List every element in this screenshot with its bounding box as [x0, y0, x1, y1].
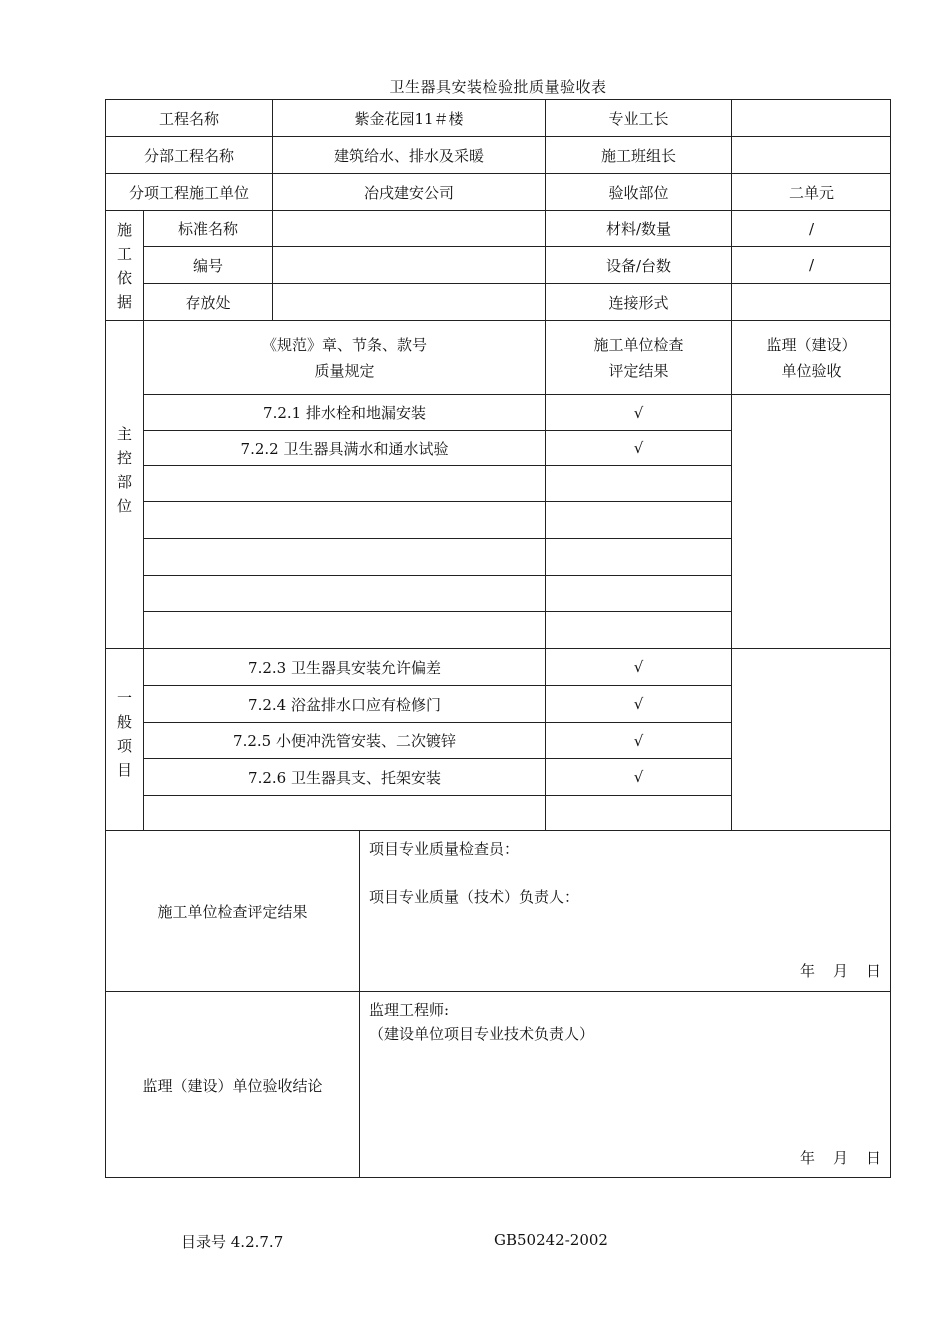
main-result-3[interactable]: [545, 465, 731, 501]
team-leader-label: 施工班组长: [545, 136, 731, 173]
main-item-7: [143, 611, 545, 648]
standard-name-value[interactable]: [272, 210, 545, 246]
general-item-2: 7.2.4 浴盆排水口应有检修门: [143, 685, 545, 722]
supervise-header-line2: 单位验收: [781, 361, 842, 380]
supervisor-date: [782, 1146, 881, 1170]
supervise-header-line1: 监理（建设）: [766, 335, 857, 354]
engineer-line: 监理工程师:: [369, 1001, 450, 1019]
material-label: 材料/数量: [545, 210, 731, 246]
general-result-5[interactable]: [545, 795, 731, 830]
number-value[interactable]: [272, 246, 545, 283]
supervisor-result-label: 监理（建设）单位验收结论: [105, 991, 359, 1178]
main-result-5[interactable]: [545, 538, 731, 575]
spec-header-line2: 质量规定: [314, 361, 375, 380]
general-side-label: [105, 648, 143, 830]
inspection-table: [105, 99, 891, 1178]
contractor-value[interactable]: 冶戌建安公司: [272, 173, 545, 210]
general-side-char: 般: [116, 712, 132, 731]
main-result-7[interactable]: [545, 611, 731, 648]
basis-side-char: 依: [116, 268, 132, 287]
date-month: 月: [832, 1149, 848, 1167]
basis-side-char: 工: [116, 244, 132, 263]
acceptance-part-label: 验收部位: [545, 173, 731, 210]
main-control-side-char: 主: [116, 424, 132, 443]
basis-side-char: 施: [116, 220, 132, 239]
general-item-5: [143, 795, 545, 830]
main-control-side-char: 位: [116, 496, 132, 515]
project-name-value[interactable]: 紫金花园11＃楼: [272, 99, 545, 136]
check-header-line1: 施工单位检查: [593, 335, 684, 354]
standard-code: GB50242-2002: [494, 1231, 608, 1249]
contractor-result-signature[interactable]: [359, 830, 891, 991]
main-control-side-label: [105, 320, 143, 648]
foreman-label: 专业工长: [545, 99, 731, 136]
date-year: 年: [799, 1149, 815, 1167]
material-value[interactable]: /: [731, 210, 891, 246]
catalog-number: 目录号 4.2.7.7: [181, 1233, 284, 1251]
main-control-side-char: 部: [116, 472, 132, 491]
spec-column-header: [143, 320, 545, 394]
general-side-char: 目: [116, 760, 132, 779]
main-result-4[interactable]: [545, 501, 731, 538]
general-side-char: 项: [116, 736, 132, 755]
general-result-3[interactable]: √: [545, 722, 731, 758]
main-result-2[interactable]: √: [545, 430, 731, 465]
general-result-4[interactable]: √: [545, 758, 731, 795]
main-item-6: [143, 575, 545, 611]
main-result-6[interactable]: [545, 575, 731, 611]
owner-rep-line: （建设单位项目专业技术负责人）: [369, 1025, 595, 1043]
equipment-value[interactable]: /: [731, 246, 891, 283]
basis-side-char: 据: [116, 292, 132, 311]
supervise-column-header: [731, 320, 891, 394]
storage-label: 存放处: [143, 283, 272, 320]
main-item-1: 7.2.1 排水栓和地漏安装: [143, 394, 545, 430]
date-day: 日: [865, 962, 881, 980]
inspector-line: 项目专业质量检查员：: [369, 840, 520, 858]
project-name-label: 工程名称: [105, 99, 272, 136]
equipment-label: 设备/台数: [545, 246, 731, 283]
connection-label: 连接形式: [545, 283, 731, 320]
date-day: 日: [865, 1149, 881, 1167]
team-leader-value[interactable]: [731, 136, 891, 173]
responsible-line: 项目专业质量（技术）负责人：: [369, 888, 580, 906]
general-item-3: 7.2.5 小便冲洗管安装、二次镀锌: [143, 722, 545, 758]
form-title: 卫生器具安装检验批质量验收表: [389, 78, 607, 96]
date-year: 年: [799, 962, 815, 980]
sub-project-value[interactable]: 建筑给水、排水及采暖: [272, 136, 545, 173]
basis-side-label: [105, 210, 143, 320]
check-header-line2: 评定结果: [608, 361, 669, 380]
foreman-value[interactable]: [731, 99, 891, 136]
main-control-side-char: 控: [116, 448, 132, 467]
general-supervise-cell[interactable]: [731, 648, 891, 830]
general-result-1[interactable]: √: [545, 648, 731, 685]
general-item-1: 7.2.3 卫生器具安装允许偏差: [143, 648, 545, 685]
main-item-3: [143, 465, 545, 501]
main-item-5: [143, 538, 545, 575]
connection-value[interactable]: [731, 283, 891, 320]
standard-name-label: 标准名称: [143, 210, 272, 246]
main-result-1[interactable]: √: [545, 394, 731, 430]
main-supervise-cell[interactable]: [731, 394, 891, 648]
check-column-header: [545, 320, 731, 394]
general-side-char: 一: [116, 688, 132, 707]
acceptance-part-value[interactable]: 二单元: [731, 173, 891, 210]
contractor-date: [782, 959, 881, 983]
date-month: 月: [832, 962, 848, 980]
storage-value[interactable]: [272, 283, 545, 320]
supervisor-result-signature[interactable]: [359, 991, 891, 1178]
general-item-4: 7.2.6 卫生器具支、托架安装: [143, 758, 545, 795]
spec-header-line1: 《规范》章、节条、款号: [261, 335, 427, 354]
number-label: 编号: [143, 246, 272, 283]
contractor-result-label: 施工单位检查评定结果: [105, 830, 359, 991]
main-item-4: [143, 501, 545, 538]
sub-project-label: 分部工程名称: [105, 136, 272, 173]
general-result-2[interactable]: √: [545, 685, 731, 722]
contractor-label: 分项工程施工单位: [105, 173, 272, 210]
main-item-2: 7.2.2 卫生器具满水和通水试验: [143, 430, 545, 465]
